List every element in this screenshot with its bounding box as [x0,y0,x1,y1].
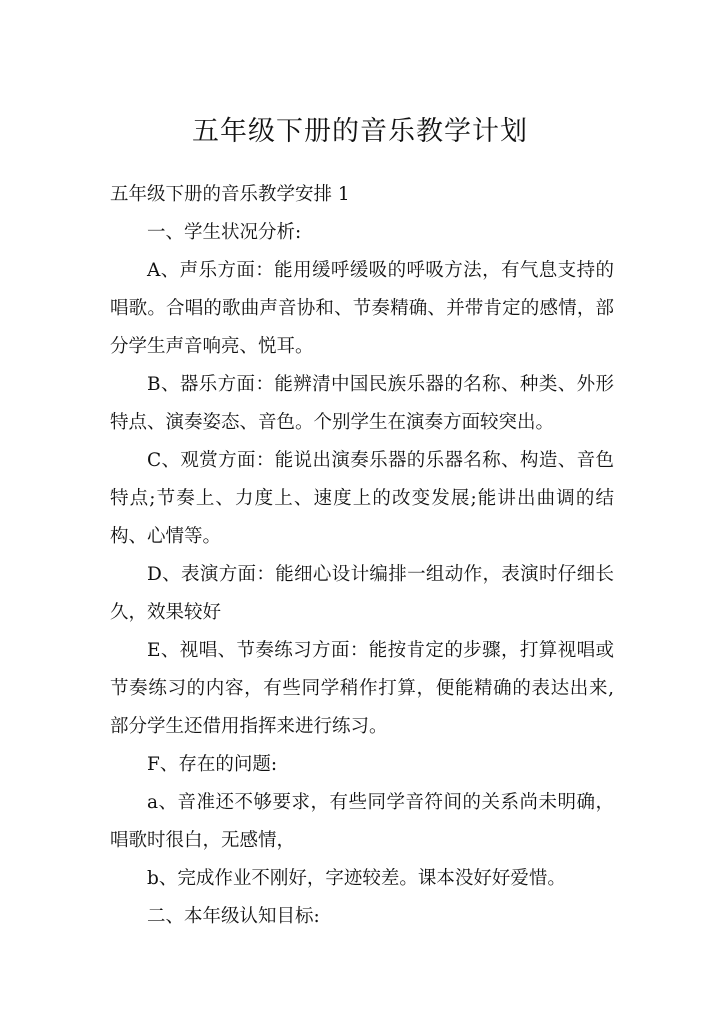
paragraph-performance: D、表演方面：能细心设计编排一组动作，表演时仔细长久，效果较好 [110,564,614,623]
paragraph-cognitive-goals-heading: 二、本年级认知目标: [147,906,320,927]
section-subtitle: 五年级下册的音乐教学安排 1 [110,184,350,205]
paragraph-instrumental: B、器乐方面：能辨清中国民族乐器的名称、种类、外形特点、演奏姿态、音色。个别学生在演奏方面较突出。 [110,374,614,433]
paragraph-problems-heading: F、存在的问题: [147,754,278,775]
document-title: 五年级下册的音乐教学计划 [192,116,528,147]
document-body [110,176,614,936]
paragraph-student-analysis-heading: 一、学生状况分析: [147,222,302,243]
paragraph-vocal: A、声乐方面：能用缓呼缓吸的呼吸方法，有气息支持的唱歌。合唱的歌曲声音协和、节奏精确、并带肯定的感情，部分学生声音响亮、悦耳。 [110,260,614,357]
paragraph-problem-a: a、音准还不够要求，有些同学音符间的关系尚未明确，唱歌时很白，无感情， [110,792,614,851]
paragraph-sight-singing: E、视唱、节奏练习方面：能按肯定的步骤，打算视唱或节奏练习的内容，有些同学稍作打算，便能精确的表达出来,部分学生还借用指挥来进行练习。 [110,640,614,737]
paragraph-problem-b: b、完成作业不刚好，字迹较差。课本没好好爱惜。 [147,868,566,889]
paragraph-appreciation: C、观赏方面：能说出演奏乐器的乐器名称、构造、音色特点;节奏上、力度上、速度上的改变发展;能讲出曲调的结构、心情等。 [110,450,614,547]
